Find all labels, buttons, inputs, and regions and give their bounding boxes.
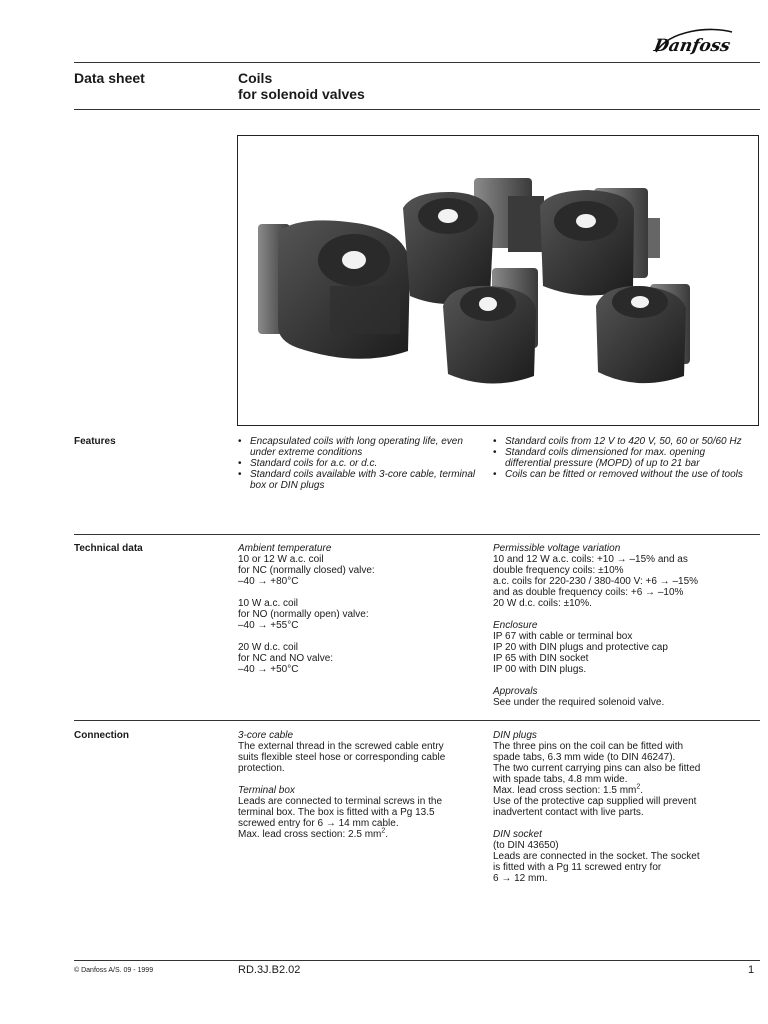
footer-rule	[74, 960, 760, 961]
top-rule	[74, 62, 760, 63]
din-block: DIN plugs The three pins on the coil can be fitted with spade tabs, 6.3 mm wide (to DIN 46247). The two current carrying pins can also be fitted with spade tabs, 4.8 mm wide. Max. lead cross section: 1.5 $mm^2$. Use of the protective cap supplied will prevent inadvertent contact with live parts. DIN socket (to DIN 43650) Leads are connected in the socket. The socket is fitted with a Pg 11 screwed entry for 6 → 12 mm.	[493, 730, 701, 884]
technical-data-label: Technical data	[74, 543, 143, 554]
feature-item: • Standard coils for a.c. or d.c.	[238, 458, 478, 469]
product-photo	[237, 135, 759, 426]
connection-label: Connection	[74, 730, 129, 741]
feature-item: • Coils can be fitted or removed without the use of tools	[493, 469, 743, 480]
ambient-temperature-block: Ambient temperature 10 or 12 W a.c. coil for NC (normally closed) valve: –40 → +80°C 10 W a.c. coil for NO (normally open) valve: –40 → +55°C 20 W d.c. coil for NC and NO valve: –40 → +50°C	[238, 543, 375, 675]
danfoss-logo	[650, 24, 736, 60]
features-rule	[74, 534, 760, 535]
technical-rule	[74, 720, 760, 721]
features-left-list	[238, 436, 478, 491]
page-number: 1	[748, 964, 755, 976]
document-code: RD.3J.B2.02	[238, 964, 301, 976]
voltage-enclosure-block: Permissible voltage variation 10 and 12 W a.c. coils: +10 → –15% and as double frequency coils: ±10% a.c. coils for 220-230 / 380-400 V: +6 → –15% and as double frequency coils: +6 → –10% 20 W d.c. coils: ±10%. Enclosure IP 67 with cable or terminal box IP 20 with DIN plugs and protective cap IP 65 with DIN socket IP 00 with DIN plugs. Approvals See under the required solenoid valve.	[493, 543, 699, 708]
features-right-list	[493, 436, 743, 480]
feature-item: • Standard coils dimensioned for max. opening differential pressure (MOPD) of up to 21 bar	[493, 447, 743, 469]
doc-type: Data sheet	[74, 70, 145, 86]
svg-text:Danfoss: Danfoss	[652, 36, 732, 56]
header-rule	[74, 109, 760, 110]
copyright: © Danfoss A/S. 09 - 1999	[74, 967, 154, 974]
feature-item: • Standard coils from 12 V to 420 V, 50, 60 or 50/60 Hz	[493, 436, 743, 447]
feature-item: • Encapsulated coils with long operating life, even under extreme conditions	[238, 436, 478, 458]
page-title: Coils for solenoid valves	[238, 70, 365, 102]
features-label: Features	[74, 436, 116, 447]
feature-item: • Standard coils available with 3-core cable, terminal box or DIN plugs	[238, 469, 478, 491]
solenoid-coils-image	[238, 136, 758, 425]
cable-terminal-block: 3-core cable The external thread in the screwed cable entry suits flexible steel hose or corresponding cable protection. Terminal box Leads are connected to terminal screws in the terminal box. The box is fitted with a Pg 13.5 screwed entry for 6 → 14 mm cable. Max. lead cross section: 2.5 $mm^2$.	[238, 730, 446, 840]
